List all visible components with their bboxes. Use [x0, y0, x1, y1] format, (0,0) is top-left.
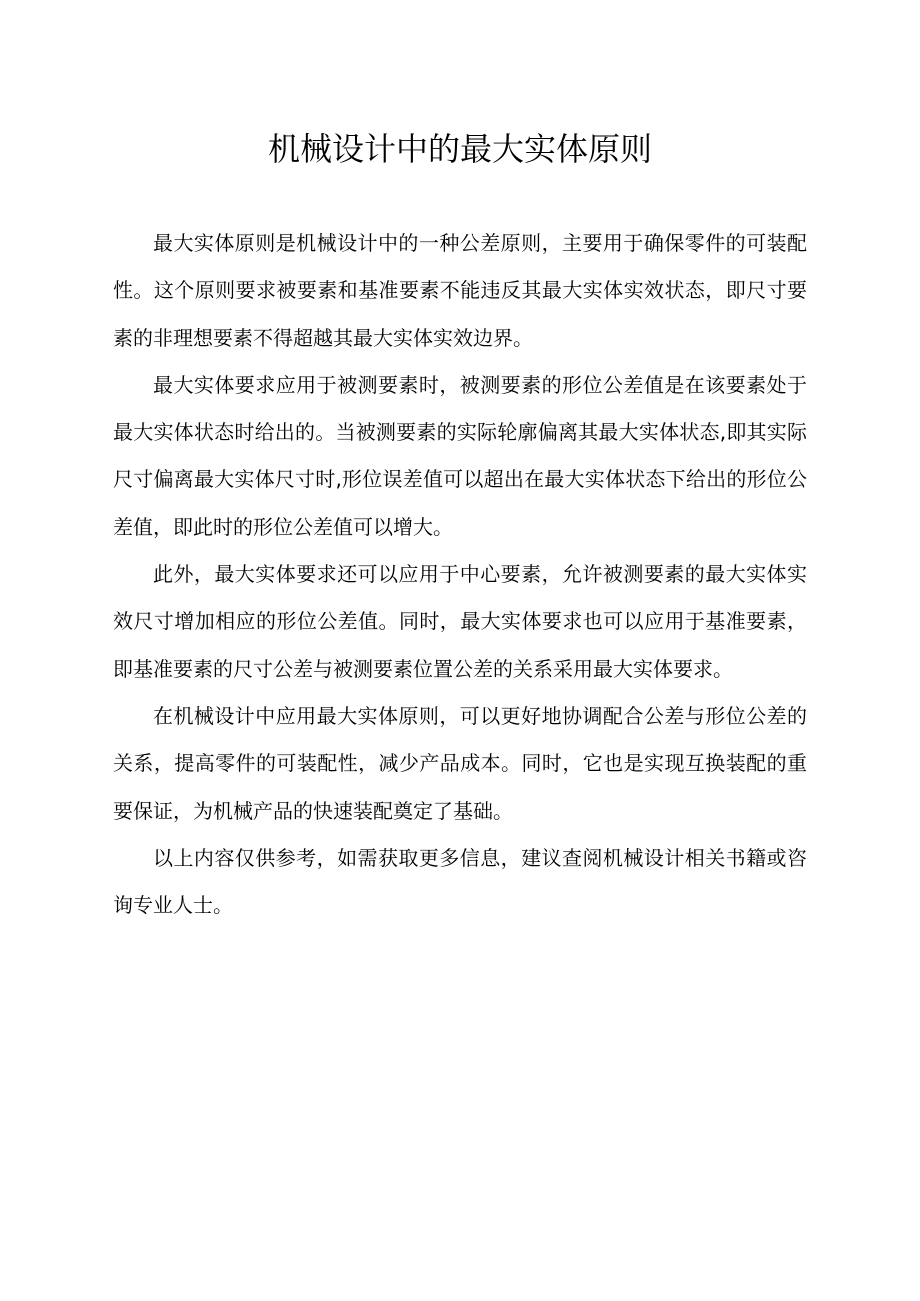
document-title: 机械设计中的最大实体原则	[267, 130, 652, 168]
paragraph-center-and-datum: 此外，最大实体要求还可以应用于中心要素，允许被测要素的最大实体实效尺寸增加相应的形位公差值。同时，最大实体要求也可以应用于基准要素，即基准要素的尺寸公差与被测要素位置公差的关系采用最大实体要求。	[113, 562, 807, 681]
document-body	[113, 220, 807, 929]
paragraph-disclaimer: 以上内容仅供参考，如需获取更多信息，建议查阅机械设计相关书籍或咨询专业人士。	[113, 845, 807, 918]
paragraph-definition: 最大实体原则是机械设计中的一种公差原则，主要用于确保零件的可装配性。这个原则要求被要素和基准要素不能违反其最大实体实效状态，即尺寸要素的非理想要素不得超越其最大实体实效边界。	[113, 231, 807, 350]
paragraph-measured-feature: 最大实体要求应用于被测要素时，被测要素的形位公差值是在该要素处于最大实体状态时给出的。当被测要素的实际轮廓偏离其最大实体状态,即其实际尺寸偏离最大实体尺寸时,形位误差值可以超出在最大实体状态下给出的形位公差值，即此时的形位公差值可以增大。	[113, 372, 807, 539]
paragraph-application: 在机械设计中应用最大实体原则，可以更好地协调配合公差与形位公差的关系，提高零件的可装配性，减少产品成本。同时，它也是实现互换装配的重要保证，为机械产品的快速装配奠定了基础。	[113, 703, 807, 823]
